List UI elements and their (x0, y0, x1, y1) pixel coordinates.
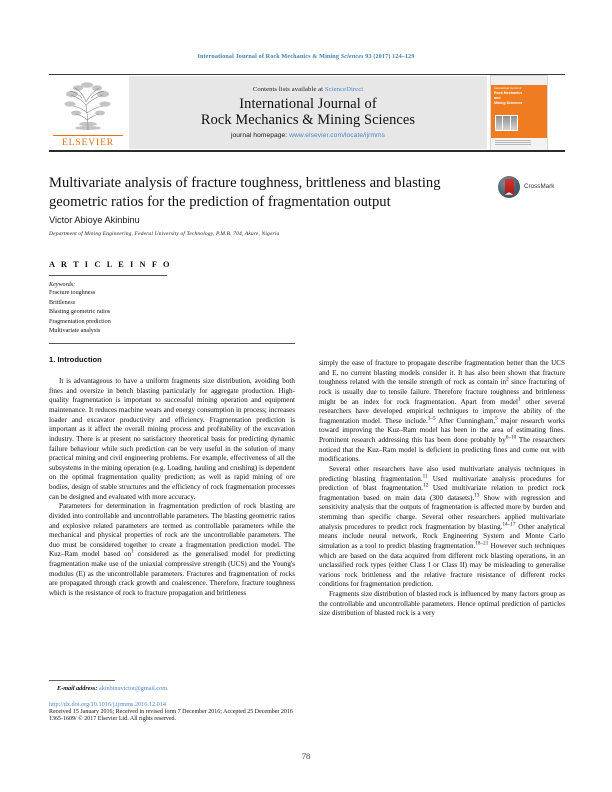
keyword-item: Blasting geometric ratios (49, 309, 111, 316)
article-info-heading: A R T I C L E I N F O (49, 260, 172, 269)
journal-title-line2: Rock Mechanics & Mining Sciences (200, 112, 416, 128)
cover-title-text (494, 87, 544, 106)
page-title: Multivariate analysis of fracture toughness, brittleness and blasting geometric ratios for the prediction of fragmentation output (49, 175, 441, 210)
cover-line4: Mining Sciences (494, 101, 523, 106)
footnote-rule (49, 680, 115, 681)
crossmark-badge[interactable] (498, 176, 568, 200)
masthead-bottom-rule (49, 150, 565, 152)
masthead-center (129, 76, 487, 149)
masthead-top-rule (49, 74, 565, 75)
author-affiliation: Department of Mining Engineering, Federal University of Technology, P.M.B. 704, Akure, Nigeria (49, 231, 280, 237)
article-history: Received 15 January 2016; Received in revised form 7 December 2016; Accepted 25 December 2016 (49, 708, 293, 715)
cover-photo-strip (495, 115, 518, 131)
paragraph: It is advantageous to have a uniform fragments size distribution, avoiding both fines and oversize in bench blasting particularly for aggregate production. High-quality fragmentation is important to successful mining operation and equipment maintenance. It reduces machine wears and energy consumption in process; increases loader and excavator productivity and efficiency. Fragmentation prediction is important as it affect the overall mining process and profitability of the excavation industry. There is at present no satisfactory theoretical basis for predicting dynamic failure behaviour while such prediction can be very useful in the solution of many practical mining and civil engineering problems. For example, effectiveness of all the subsystems in the mining operation (e.g. Loading, hauling and crushing) is dependent on the optimal fragmentation quality prediction; as well as rapid mining of ore bodies, design of stable structures and the efficiency of rock fragmentation processes can be designed and evaluated with more accuracy. (49, 377, 295, 501)
cover-line1: International Journal of (494, 87, 522, 90)
keyword-item: Fragmentation prediction (49, 318, 111, 325)
article-info-rule (49, 275, 167, 276)
homepage-prefix: journal homepage: (230, 132, 290, 140)
cover-bottom-lines (495, 140, 531, 146)
contents-line (253, 86, 363, 93)
email-link[interactable]: akinbinuvictor@gmail.com. (98, 684, 169, 692)
paragraph: Fragments size distribution of blasted rock is influenced by many factors group as the controllable and uncontrollable parameters. Hence optimal prediction of particles size distribution of blasted rock is a very (319, 590, 565, 618)
elsevier-logo (49, 76, 127, 149)
paragraph: simply the ease of fracture to propagate describe fragmentation better than the UCS and E, no current blasting models consider it. It has also been shown that fracture toughness related with the tensile strength of rock as contain $in^2$ since fracturing of rock is usually due to tensile failure. Therefore fracture toughness and brittleness might be an index for rock fragmentation. Apart from model$^1$ other several researchers have developed empirical techniques to improve the ability of the fragmentation model. These include.$^{3-5}$ After Cunningham,$^5$ major research works toward improving the Kuz–Ram model has been in the area of estimating fines. Prominent research addressing this has been done probably $by^{6-10}$ The researchers noticed that the Kuz–Ram model is deficient in predicting fines and come out with modifications. (319, 359, 566, 464)
copyright-line: 1365-1609/ © 2017 Elsevier Ltd. All rights reserved. (49, 715, 177, 722)
section-heading-introduction: 1. Introduction (49, 355, 102, 364)
keywords-list (49, 289, 295, 336)
elsevier-rule (53, 135, 123, 136)
email-label: E-mail address: (57, 684, 98, 692)
elsevier-wordmark: ELSEVIER (61, 138, 115, 148)
corresponding-email-line (49, 685, 295, 692)
author-name: Victor Abioye Akinbinu (49, 215, 140, 225)
running-head-journal-italic: Sciences (340, 54, 364, 60)
journal-title (201, 96, 415, 128)
running-head-journal: International Journal of Rock Mechanics & Mining (197, 54, 340, 60)
cover-line2: Rock Mechanics (494, 90, 523, 95)
journal-cover-thumbnail (490, 75, 548, 152)
doi-link[interactable]: http://dx.doi.org/10.1016/j.ijrmms.2016.12.014 (49, 700, 166, 708)
article-info-bottom-rule (49, 343, 295, 344)
paragraph: Parameters for determination in fragmentation prediction of rock blasting are divided into controllable and uncontrollable parameters. The blasting geometric ratios and explosive related parameters are termed as controllable parameters while the mechanical and physical properties of rock are the uncontrollable parameters. The duo must be considered together to create a fragmentation prediction model. The Kuz–Ram model based $on^1$ considered as the generalised model for predicting fragmentation make use of the uniaxial compressive strength (UCS) and the Young's modulus (E) as the uncontrollable parameters. Fractures and fragmentation of rocks are propagated through crack growth and coalescence. Therefore, fracture toughness which is the resistance of rock to fracture propagation and brittleness (49, 502, 295, 597)
page-number: 78 (301, 752, 311, 761)
running-head-volume: 93 (2017) 124–129 (365, 54, 415, 60)
keyword-item: Multivariate analysis (49, 328, 101, 335)
page-footer (49, 680, 295, 722)
article-info-block (49, 260, 295, 344)
keyword-item: Brittleness (49, 299, 76, 306)
body-column-left (49, 355, 295, 599)
running-head (0, 54, 612, 60)
crossmark-icon (498, 176, 520, 198)
journal-title-line1: International Journal of (239, 95, 377, 112)
elsevier-tree-icon (58, 80, 118, 132)
homepage-url-link[interactable]: www.elsevier.com/locate/ijrmms (289, 132, 386, 140)
body-column-right (319, 359, 565, 619)
journal-masthead (49, 74, 565, 152)
keyword-item: Fracture toughness (49, 290, 96, 297)
paragraph: Several other researchers have also used multivariate analysis techniques in predicting blasting fragmentation.$^{11}$ Used multivariate analysis procedures for prediction of blast fragmentation.$^{12}$ Used multivariate relation to predict rock fragmentation based on main data (300 datasets).$^{13}$ Show with regression and sensitivity analysis that the outputs of fragmentation is affected more by burden and stemming than specific charge. Several other researchers applied multivariate analysis procedures to predict rock fragmentation by blasting.$^{14-17}$ Other analytical means include neural network, Rock Engineering System and Monte Carlo simulation as a tool to predict blasting fragmentation.$^{18-21}$ However such techniques which are based on the data acquired from different rock blasting operations, in an unclassified rock types (either Class I or Class II) may be misleading to generalise various rock brittleness and the relative fracture resistance of different rocks conditions for fragmentation prediction. (319, 464, 566, 589)
journal-homepage-line (231, 132, 385, 139)
contents-prefix: Contents lists available at (252, 85, 325, 93)
crossmark-label: CrossMark (524, 183, 555, 190)
cover-line3: and (494, 95, 501, 100)
sciencedirect-link[interactable]: ScienceDirect (324, 85, 364, 93)
keywords-label: Keywords: (49, 281, 76, 288)
